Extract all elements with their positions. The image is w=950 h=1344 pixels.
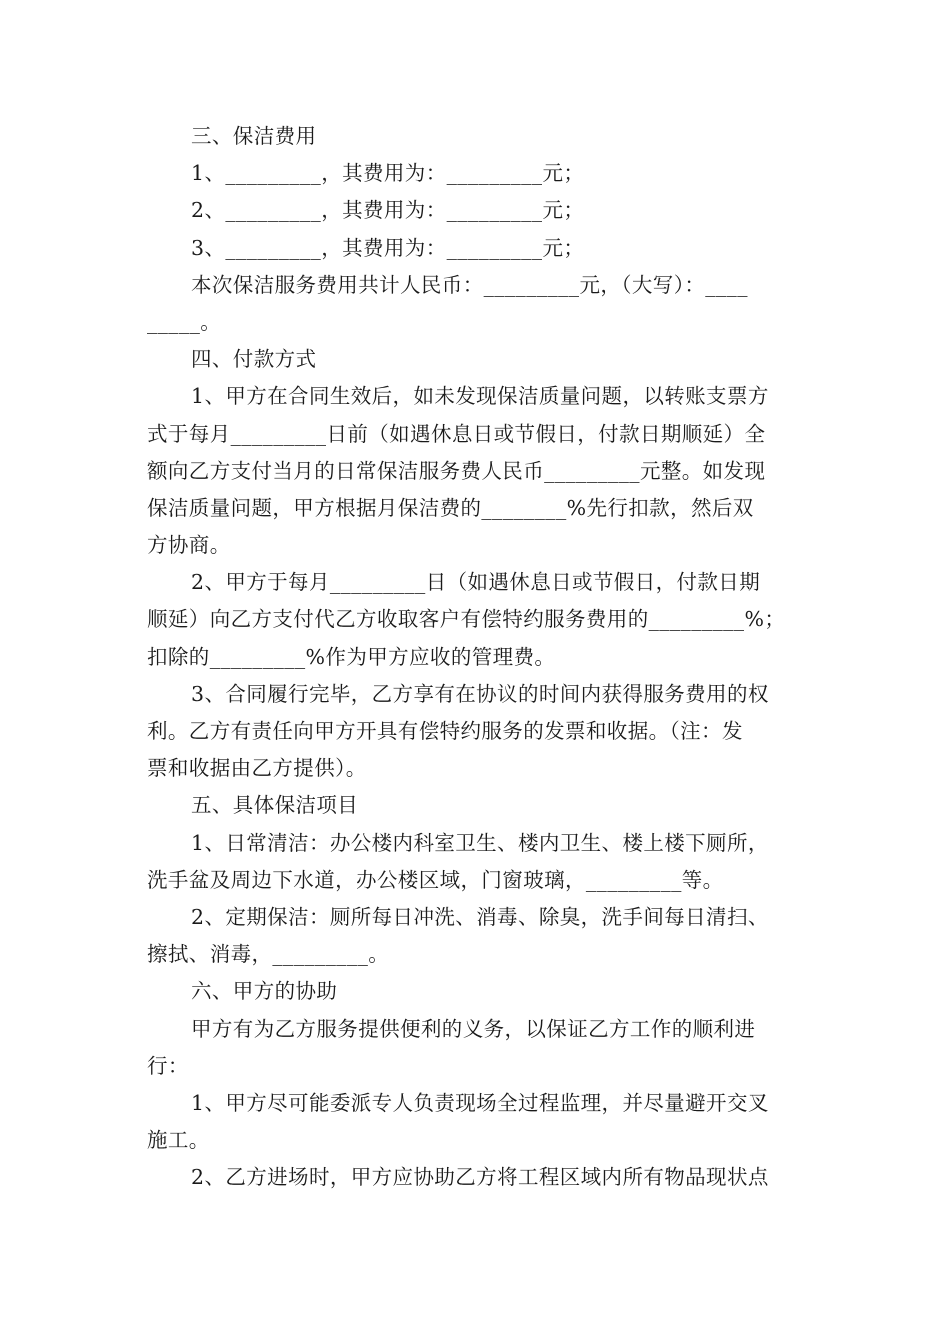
text-line: 2、_________，其费用为：_________元；	[191, 198, 585, 223]
text-line: 四、付款方式	[191, 347, 317, 372]
text-line: 3、_________，其费用为：_________元；	[191, 235, 585, 260]
text-line: 1、甲方尽可能委派专人负责现场全过程监理，并尽量避开交叉	[191, 1090, 769, 1115]
text-line: 3、合同履行完毕，乙方享有在协议的时间内获得服务费用的权	[191, 681, 769, 706]
text-line: 2、定期保洁：厕所每日冲洗、消毒、除臭，洗手间每日清扫、	[191, 904, 769, 929]
text-line: 三、保洁费用	[191, 124, 317, 148]
text-line: 式于每月_________日前（如遇休息日或节假日，付款日期顺延）全	[147, 421, 766, 446]
text-line: 2、乙方进场时，甲方应协助乙方将工程区域内所有物品现状点	[191, 1165, 769, 1190]
text-line: 擦拭、消毒，_________。	[147, 942, 390, 967]
text-line: 甲方有为乙方服务提供便利的义务，以保证乙方工作的顺利进	[191, 1016, 756, 1041]
text-line: 施工。	[147, 1128, 210, 1153]
text-line: 方协商。	[147, 533, 231, 558]
document-body	[147, 118, 813, 1196]
text-line: 保洁质量问题，甲方根据月保洁费的________%先行扣款，然后双	[147, 495, 754, 520]
text-line: 扣除的_________%作为甲方应收的管理费。	[147, 644, 556, 669]
text-line: _____。	[147, 309, 222, 334]
text-line: 五、具体保洁项目	[191, 793, 359, 818]
text-line: 票和收据由乙方提供）。	[147, 756, 367, 781]
text-line: 本次保洁服务费用共计人民币：_________元，（大写）：____	[191, 272, 748, 297]
text-line: 额向乙方支付当月的日常保洁服务费人民币_________元整。如发现	[147, 458, 766, 483]
text-line: 六、甲方的协助	[191, 979, 338, 1004]
text-line: 洗手盆及周边下水道，办公楼区域，门窗玻璃，_________等。	[147, 867, 724, 892]
text-line: 2、甲方于每月_________日（如遇休息日或节假日，付款日期	[191, 570, 761, 595]
text-line: 1、_________，其费用为：_________元；	[191, 161, 585, 186]
text-line: 行：	[147, 1053, 189, 1078]
text-line: 顺延）向乙方支付代乙方收取客户有偿特约服务费用的_________%；	[147, 607, 786, 632]
text-line: 1、日常清洁：办公楼内科室卫生、楼内卫生、楼上楼下厕所，	[191, 830, 769, 855]
text-line: 1、甲方在合同生效后，如未发现保洁质量问题，以转账支票方	[191, 384, 769, 409]
text-line: 利。乙方有责任向甲方开具有偿特约服务的发票和收据。（注：发	[147, 719, 743, 743]
